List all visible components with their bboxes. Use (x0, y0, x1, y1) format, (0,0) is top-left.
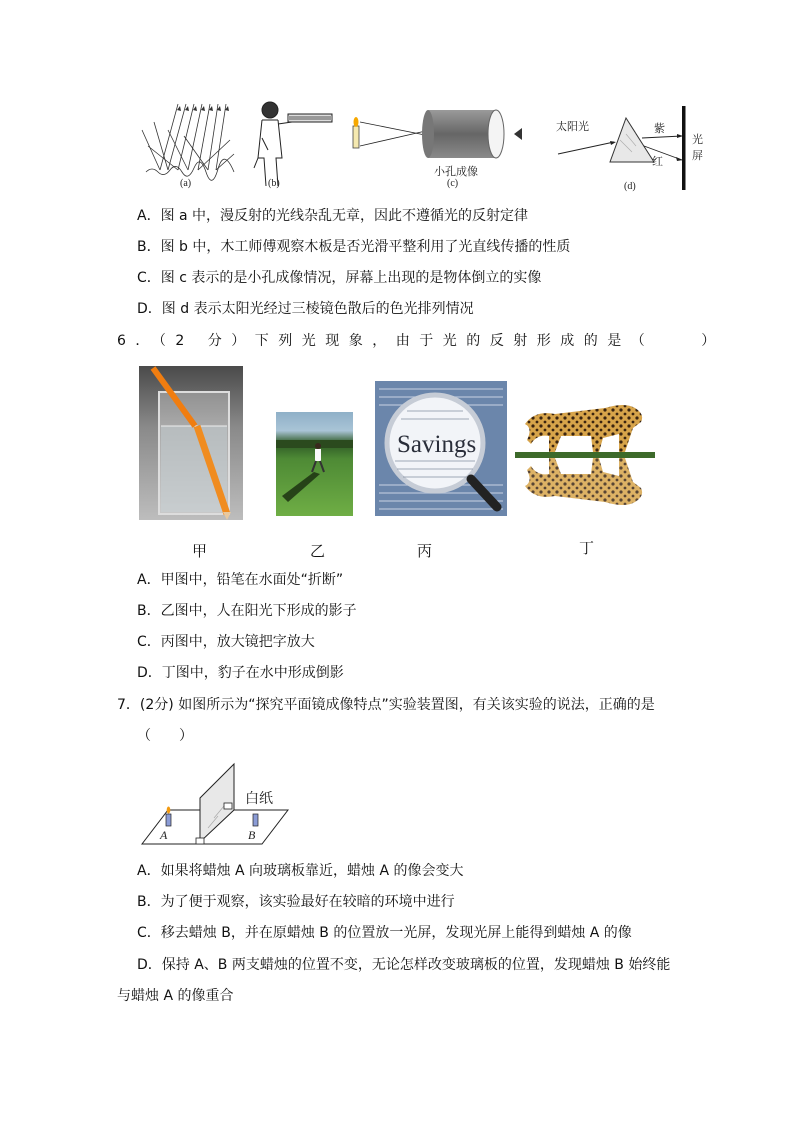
image-label-jia: 甲 (192, 542, 208, 560)
q6-option-a: A．甲图中，铅笔在水面处“折断” (137, 572, 344, 588)
image-label-yi: 乙 (310, 542, 326, 560)
screen-label-1: 光 (692, 133, 703, 146)
image-yi-shadow (276, 412, 353, 516)
q7-stem-line2: （ ） (137, 728, 193, 744)
image-ding-leopard-reflection (515, 384, 655, 526)
image-jia-pencil-in-water (139, 366, 243, 520)
q5-option-b: B．图 b 中，木工师傅观察木板是否光滑平整利用了光直线传播的性质 (137, 239, 571, 255)
figure-d-caption: (d) (624, 181, 636, 192)
q7-option-c: C．移去蜡烛 B，并在原蜡烛 B 的位置放一光屏，发现光屏上能得到蜡烛 A 的像 (137, 925, 632, 941)
image-label-bing: 丙 (417, 542, 433, 560)
sunlight-label: 太阳光 (556, 120, 589, 133)
figure-d-prism (552, 100, 702, 192)
candle-a-label: A (160, 828, 168, 842)
q5-option-d: D．图 d 表示太阳光经过三棱镜色散后的色光排列情况 (137, 301, 474, 317)
q6-option-b: B．乙图中，人在阳光下形成的影子 (137, 603, 357, 619)
white-paper-label: 白纸 (245, 791, 273, 807)
violet-label: 紫 (654, 122, 665, 135)
q5-option-c: C．图 c 表示的是小孔成像情况，屏幕上出现的是物体倒立的实像 (137, 270, 542, 286)
q5-option-a: A．图 a 中，漫反射的光线杂乱无章，因此不遵循光的反射定律 (137, 208, 529, 224)
figure-b-carpenter (248, 98, 338, 190)
q6-option-d: D．丁图中，豹子在水中形成倒影 (137, 665, 344, 681)
q7-option-a: A．如果将蜡烛 A 向玻璃板靠近，蜡烛 A 的像会变大 (137, 863, 464, 879)
pinhole-label: 小孔成像 (434, 165, 478, 178)
q7-option-d-line1: D．保持 A、B 两支蜡烛的位置不变，无论怎样改变玻璃板的位置，发现蜡烛 B 始终能 (137, 957, 671, 973)
image-label-ding: 丁 (579, 539, 595, 557)
figure-c-caption: (c) (447, 178, 459, 189)
red-label: 红 (652, 155, 663, 168)
q7-option-d-line2: 与蜡烛 A 的像重合 (117, 988, 234, 1004)
candle-b-label: B (248, 828, 256, 842)
image-bing-magnifier (375, 381, 507, 516)
q7-option-b: B．为了便于观察，该实验最好在较暗的环境中进行 (137, 894, 455, 910)
figure-a-caption: (a) (180, 178, 192, 189)
figure-b-caption: (b) (268, 178, 280, 189)
q6-stem: 6．（2 分）下列光现象，由于光的反射形成的是（ ） (117, 333, 725, 349)
q7-stem-line1: 7．(2分) 如图所示为“探究平面镜成像特点”实验装置图，有关该实验的说法，正确的是 (117, 697, 655, 713)
screen-label-2: 屏 (692, 149, 703, 162)
savings-text: Savings (397, 431, 477, 458)
q6-option-c: C．丙图中，放大镜把字放大 (137, 634, 315, 650)
